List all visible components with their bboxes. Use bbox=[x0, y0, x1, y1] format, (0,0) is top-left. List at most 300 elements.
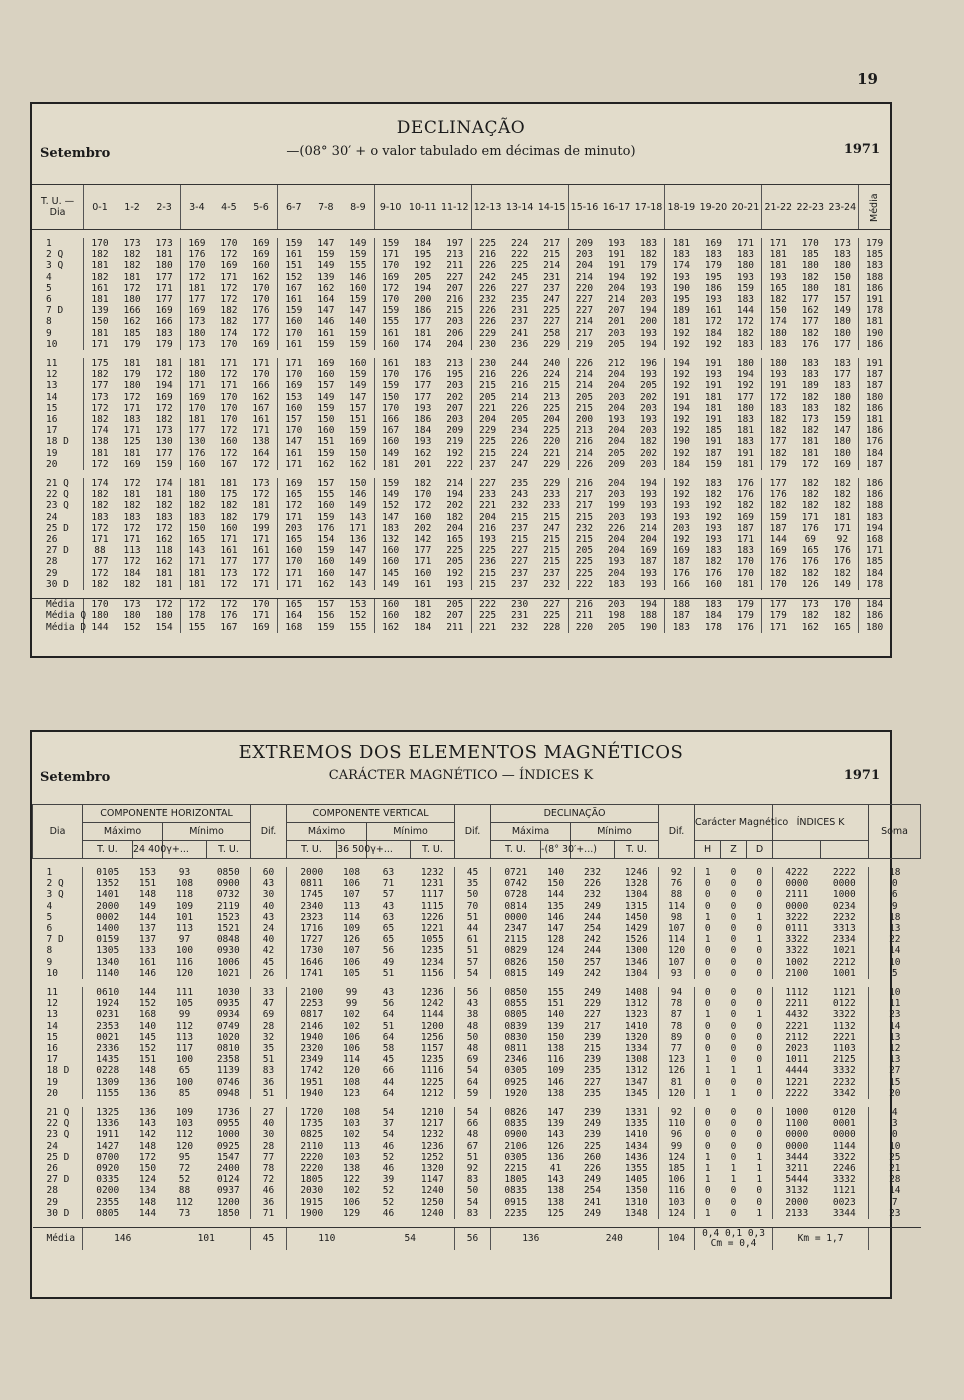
row-label: 7 D bbox=[46, 305, 64, 317]
header-dif-h: Dif. bbox=[251, 805, 287, 859]
table-cell: 182 bbox=[801, 500, 819, 512]
table-cell: 193 bbox=[704, 369, 722, 381]
mean-cell: 136 bbox=[491, 1228, 571, 1251]
table-cell: 174 bbox=[84, 478, 116, 489]
table-cell: 150 bbox=[84, 316, 116, 327]
table-cell: 170 bbox=[826, 599, 858, 611]
table-cell: 85 bbox=[178, 1087, 191, 1099]
table-cell: 170 bbox=[181, 260, 213, 271]
table-cell: 214 bbox=[543, 260, 561, 272]
table-cell: 0920 bbox=[83, 1163, 133, 1174]
table-cell: 160 bbox=[317, 500, 335, 512]
table-cell: 0 bbox=[695, 878, 721, 889]
header-hour-11-12: 11-12 bbox=[439, 185, 471, 230]
table-cell: 0231 bbox=[83, 1009, 133, 1020]
table-cell: 167 bbox=[220, 458, 238, 470]
table-cell: 177 bbox=[414, 316, 432, 328]
table-cell: 0 bbox=[695, 889, 721, 900]
table-cell: 54 bbox=[382, 1107, 395, 1119]
table-cell: 89 bbox=[659, 1032, 695, 1043]
table-cell: 106 bbox=[342, 1196, 361, 1208]
mean-cell: 110 bbox=[287, 1228, 367, 1251]
table-cell: 58 bbox=[382, 1043, 395, 1055]
table-cell: 172 bbox=[704, 316, 722, 328]
table-row bbox=[33, 878, 921, 889]
table-cell: 160 bbox=[317, 369, 335, 381]
table-cell: 204 bbox=[607, 567, 626, 579]
table-cell: 184 bbox=[859, 448, 890, 459]
table-cell: 183 bbox=[801, 358, 819, 370]
table-cell: 227 bbox=[536, 599, 568, 611]
table-cell: 1521 bbox=[216, 923, 240, 935]
row-label: 29 bbox=[46, 1196, 58, 1208]
table-cell: 193 bbox=[639, 327, 658, 339]
table-cell: 247 bbox=[543, 522, 561, 534]
table-cell: 159 bbox=[374, 478, 406, 489]
table-cell: 1716 bbox=[287, 923, 337, 934]
row-label: 23 Q bbox=[46, 1129, 70, 1141]
table-cell: 0 bbox=[730, 1031, 737, 1043]
table-cell: 140 bbox=[546, 1009, 565, 1021]
table-cell: 216 bbox=[568, 478, 600, 489]
table-cell: 72 bbox=[178, 1163, 191, 1175]
table-cell: 48 bbox=[455, 1129, 491, 1140]
table-cell: 1236 bbox=[420, 987, 444, 999]
table-cell: 0001 bbox=[832, 1118, 856, 1130]
header-hour-0-1: 0-1 bbox=[84, 185, 116, 230]
table-cell: 167 bbox=[252, 402, 270, 414]
table-cell: 204 bbox=[639, 534, 658, 546]
table-cell: 63 bbox=[382, 867, 395, 878]
table-cell: 1320 bbox=[624, 1031, 648, 1043]
row-label: 19 bbox=[46, 447, 58, 459]
table-cell: 56 bbox=[382, 945, 395, 957]
table-cell: 0700 bbox=[83, 1152, 133, 1163]
table-cell: 139 bbox=[84, 305, 116, 316]
table-cell: 193 bbox=[704, 522, 722, 534]
row-label: 4 bbox=[46, 900, 53, 912]
header-hour-6-7: 6-7 bbox=[277, 185, 309, 230]
table-cell: 226 bbox=[471, 260, 503, 271]
table-cell: 239 bbox=[583, 1031, 602, 1043]
table-cell: 183 bbox=[123, 511, 141, 523]
table-cell: 194 bbox=[446, 489, 464, 501]
table-cell: 28 bbox=[251, 1021, 287, 1032]
table-cell: 0 bbox=[756, 867, 763, 878]
table-cell: 182 bbox=[704, 556, 722, 568]
table-cell: 2235 bbox=[491, 1208, 541, 1219]
table-cell: 182 bbox=[84, 500, 116, 511]
table-cell: 0 bbox=[730, 911, 737, 923]
table-cell: 174 bbox=[220, 327, 238, 339]
table-cell: 182 bbox=[155, 414, 173, 426]
table-cell: 192 bbox=[665, 425, 697, 436]
table-cell: 176 bbox=[801, 556, 819, 568]
table-cell: 151 bbox=[546, 998, 565, 1010]
table-cell: 171 bbox=[84, 534, 116, 545]
table-cell: 106 bbox=[659, 1174, 695, 1185]
table-cell: 180 bbox=[736, 402, 755, 414]
table-cell: 164 bbox=[277, 610, 309, 621]
table-cell: 229 bbox=[471, 425, 503, 436]
table-cell: 182 bbox=[446, 511, 464, 523]
table-cell: 0124 bbox=[216, 1174, 240, 1186]
table-cell: 181 bbox=[181, 579, 213, 590]
table-cell: 109 bbox=[342, 923, 361, 935]
table-cell: 54 bbox=[455, 1065, 491, 1076]
table-cell: 32 bbox=[251, 1032, 287, 1043]
extremes-table bbox=[32, 804, 921, 1250]
table-cell: 169 bbox=[762, 545, 794, 556]
table-cell: 3444 bbox=[773, 1152, 821, 1163]
table-cell: 145 bbox=[374, 568, 406, 579]
table-row bbox=[32, 523, 890, 534]
table-row bbox=[33, 1054, 921, 1065]
table-cell: 27 bbox=[251, 1107, 287, 1118]
table-cell: 181 bbox=[801, 436, 819, 448]
table-cell: 193 bbox=[639, 567, 658, 579]
table-cell: 174 bbox=[665, 260, 697, 271]
header-hour-4-5: 4-5 bbox=[213, 185, 245, 230]
table-cell: 170 bbox=[374, 403, 406, 414]
table-cell: 0 bbox=[730, 1129, 737, 1141]
table-cell: 177 bbox=[736, 391, 755, 403]
table-cell: 181 bbox=[123, 489, 141, 501]
table-cell: 78 bbox=[659, 1021, 695, 1032]
row-label: 10 bbox=[46, 338, 58, 350]
table-cell: 183 bbox=[84, 512, 116, 523]
table-cell: 219 bbox=[446, 436, 464, 448]
table-cell: 229 bbox=[543, 478, 561, 490]
table-cell: 177 bbox=[833, 338, 851, 350]
table-cell: 43 bbox=[382, 987, 395, 999]
table-cell: 18 bbox=[869, 912, 921, 923]
table-cell: 172 bbox=[138, 1151, 157, 1163]
table-cell: 190 bbox=[665, 436, 697, 447]
table-cell: 10 bbox=[869, 1141, 921, 1152]
table-cell: 4444 bbox=[773, 1065, 821, 1076]
table-cell: 203 bbox=[600, 599, 632, 611]
table-cell: 171 bbox=[349, 522, 367, 534]
table-cell: 2000 bbox=[83, 901, 133, 912]
table-cell: 181 bbox=[859, 316, 890, 327]
table-cell: 181 bbox=[704, 402, 722, 414]
table-cell: 164 bbox=[317, 294, 335, 306]
table-cell: 0 bbox=[730, 1185, 737, 1197]
table-cell: 92 bbox=[836, 534, 849, 546]
header-hour-17-18: 17-18 bbox=[633, 185, 665, 230]
table-cell: 171 bbox=[414, 556, 432, 568]
table-cell: 181 bbox=[762, 260, 794, 271]
table-cell: 183 bbox=[639, 238, 658, 249]
table-cell: 0915 bbox=[491, 1197, 541, 1208]
table-cell: 149 bbox=[833, 578, 851, 590]
table-cell: 1006 bbox=[216, 956, 240, 968]
row-label: 25 D bbox=[46, 522, 69, 534]
table-cell: 159 bbox=[155, 458, 173, 470]
header-hour-13-14: 13-14 bbox=[503, 185, 535, 230]
table-cell: 171 bbox=[762, 622, 794, 633]
mean-row bbox=[32, 622, 890, 633]
table-cell: 150 bbox=[349, 478, 367, 490]
table-cell: 0948 bbox=[216, 1087, 240, 1099]
table-cell: 36 bbox=[251, 1197, 287, 1208]
row-label: Média D bbox=[46, 621, 87, 633]
table-cell: 1334 bbox=[624, 1043, 648, 1055]
table-cell: 185 bbox=[859, 556, 890, 567]
table-cell: 215 bbox=[568, 512, 600, 523]
table-cell: 186 bbox=[859, 403, 890, 414]
table-cell: 124 bbox=[546, 945, 565, 957]
table-cell: 172 bbox=[84, 523, 116, 534]
table-cell: 179 bbox=[639, 260, 658, 272]
table-cell: 215 bbox=[568, 403, 600, 414]
table-cell: 172 bbox=[220, 282, 238, 294]
table-cell: 87 bbox=[659, 1009, 695, 1020]
table-cell: 65 bbox=[382, 934, 395, 946]
table-cell: 171 bbox=[181, 556, 213, 567]
table-cell: 184 bbox=[704, 327, 722, 339]
table-cell: 179 bbox=[762, 459, 794, 470]
table-cell: 52 bbox=[382, 1196, 395, 1208]
table-cell: 1000 bbox=[216, 1129, 240, 1141]
table-cell: 161 bbox=[84, 283, 116, 294]
table-cell: 0855 bbox=[491, 998, 541, 1009]
mean-cell: 240 bbox=[571, 1228, 659, 1251]
table-cell: 169 bbox=[833, 458, 851, 470]
header-hour-22-23: 22-23 bbox=[794, 185, 826, 230]
row-label: 6 bbox=[46, 294, 52, 306]
table-row bbox=[32, 272, 890, 283]
table-cell: 243 bbox=[511, 489, 529, 501]
table-cell: 83 bbox=[455, 1208, 491, 1219]
table-cell: 1234 bbox=[420, 956, 444, 968]
extremes-subtitle: CARÁCTER MAGNÉTICO — ÍNDICES K bbox=[328, 768, 594, 783]
table-cell: 1 bbox=[730, 1163, 737, 1175]
table-cell: 1336 bbox=[83, 1118, 133, 1129]
table-cell: 1117 bbox=[420, 889, 444, 901]
table-cell: 169 bbox=[374, 272, 406, 283]
table-cell: 237 bbox=[511, 522, 529, 534]
table-cell: 99 bbox=[178, 1009, 191, 1021]
table-cell: 167 bbox=[277, 283, 309, 294]
table-cell: 181 bbox=[374, 459, 406, 470]
table-cell: 237 bbox=[511, 578, 529, 590]
table-cell: 1115 bbox=[420, 900, 444, 912]
table-cell: 176 bbox=[762, 489, 794, 500]
table-cell: 2222 bbox=[773, 1088, 821, 1099]
table-cell: 155 bbox=[349, 621, 367, 633]
table-cell: 161 bbox=[138, 956, 157, 968]
table-cell: 176 bbox=[736, 489, 755, 501]
table-cell: 112 bbox=[175, 1129, 194, 1141]
table-cell: 185 bbox=[659, 1163, 695, 1174]
table-cell: 0835 bbox=[491, 1118, 541, 1129]
table-cell: 177 bbox=[762, 436, 794, 447]
table-cell: 136 bbox=[138, 1076, 157, 1088]
table-cell: 0 bbox=[695, 1021, 721, 1032]
table-cell: 125 bbox=[546, 1207, 565, 1219]
table-cell: 180 bbox=[833, 316, 851, 328]
table-cell: 0826 bbox=[491, 1107, 541, 1118]
table-cell: 189 bbox=[801, 380, 819, 392]
table-cell: 182 bbox=[801, 391, 819, 403]
table-cell: 168 bbox=[138, 1009, 157, 1021]
declination-table-panel bbox=[30, 102, 892, 658]
table-cell: 169 bbox=[252, 249, 270, 261]
table-cell: 225 bbox=[511, 260, 529, 272]
table-cell: 73 bbox=[178, 1207, 191, 1219]
table-cell: 172 bbox=[155, 522, 173, 534]
table-cell: 20 bbox=[869, 1088, 921, 1099]
table-cell: 107 bbox=[342, 889, 361, 901]
table-cell: 43 bbox=[251, 912, 287, 923]
table-cell: 187 bbox=[736, 522, 755, 534]
table-cell: 147 bbox=[317, 305, 335, 317]
table-cell: 180 bbox=[762, 358, 794, 369]
table-cell: 239 bbox=[583, 1054, 602, 1066]
table-cell: 143 bbox=[349, 511, 367, 523]
table-cell: 182 bbox=[801, 425, 819, 437]
table-cell: 181 bbox=[665, 316, 697, 327]
table-cell: 13 bbox=[869, 923, 921, 934]
table-cell: 50 bbox=[455, 889, 491, 900]
header-h-maximo: Máximo bbox=[83, 823, 163, 841]
table-cell: 192 bbox=[665, 414, 697, 425]
table-cell: 213 bbox=[543, 391, 561, 403]
table-cell: 67 bbox=[455, 1141, 491, 1152]
table-cell: 193 bbox=[736, 271, 755, 283]
table-cell: 69 bbox=[251, 1009, 287, 1020]
table-cell: 170 bbox=[374, 260, 406, 271]
table-cell: 2232 bbox=[832, 911, 856, 923]
table-cell: 180 bbox=[123, 610, 141, 622]
table-cell: 146 bbox=[349, 489, 367, 501]
table-cell: 168 bbox=[277, 622, 309, 633]
table-cell: 1523 bbox=[216, 911, 240, 923]
table-cell: 2112 bbox=[773, 1032, 821, 1043]
table-cell: 181 bbox=[155, 358, 173, 370]
mean-cell: Média bbox=[33, 1228, 83, 1251]
table-row bbox=[33, 1185, 921, 1196]
table-cell: 2100 bbox=[287, 987, 337, 998]
table-cell: 1646 bbox=[287, 957, 337, 968]
table-cell: 254 bbox=[583, 923, 602, 935]
row-label: 28 bbox=[46, 556, 58, 568]
table-cell: 214 bbox=[568, 316, 600, 327]
table-cell: 186 bbox=[859, 610, 890, 621]
header-hour-3-4: 3-4 bbox=[181, 185, 213, 230]
header-magnetic-character: Carácter Magnético bbox=[695, 805, 773, 841]
table-cell: 1408 bbox=[624, 987, 648, 999]
table-cell: 204 bbox=[543, 414, 561, 426]
table-cell: 215 bbox=[543, 249, 561, 261]
table-cell: 143 bbox=[181, 545, 213, 556]
table-cell: 0234 bbox=[832, 900, 856, 912]
table-cell: 33 bbox=[251, 987, 287, 998]
table-cell: 170 bbox=[181, 403, 213, 414]
table-cell: 149 bbox=[546, 967, 565, 979]
table-cell: 45 bbox=[251, 957, 287, 968]
table-cell: 159 bbox=[349, 249, 367, 261]
row-label: 16 bbox=[46, 414, 58, 426]
table-cell: 185 bbox=[801, 249, 819, 261]
table-cell: 0120 bbox=[832, 1107, 856, 1119]
table-cell: 59 bbox=[455, 1088, 491, 1099]
table-cell: 2400 bbox=[216, 1163, 240, 1175]
table-cell: 182 bbox=[123, 578, 141, 590]
table-cell: 207 bbox=[607, 305, 626, 317]
table-cell: 162 bbox=[317, 578, 335, 590]
table-cell: 187 bbox=[704, 447, 722, 459]
header-tu-dia: T. U. — Dia bbox=[32, 185, 84, 230]
table-cell: 140 bbox=[138, 1020, 157, 1032]
table-cell: 107 bbox=[342, 945, 361, 957]
table-cell: 1323 bbox=[624, 1009, 648, 1021]
table-cell: 169 bbox=[155, 305, 173, 317]
declination-month: Setembro bbox=[40, 146, 111, 161]
table-cell: 179 bbox=[123, 369, 141, 381]
table-cell: 47 bbox=[251, 998, 287, 1009]
table-cell: 194 bbox=[633, 599, 665, 611]
table-cell: 166 bbox=[123, 305, 141, 317]
table-cell: 160 bbox=[220, 522, 238, 534]
table-cell: 180 bbox=[859, 392, 890, 403]
table-cell: 247 bbox=[511, 458, 529, 470]
table-cell: 0814 bbox=[491, 901, 541, 912]
table-cell: 249 bbox=[583, 1118, 602, 1130]
header-hour-15-16: 15-16 bbox=[568, 185, 600, 230]
table-cell: 1924 bbox=[83, 998, 133, 1009]
table-cell: 221 bbox=[543, 447, 561, 459]
table-cell: 120 bbox=[659, 945, 695, 956]
table-cell: 35 bbox=[455, 878, 491, 889]
table-cell: 204 bbox=[471, 512, 503, 523]
table-cell: 204 bbox=[446, 522, 464, 534]
table-cell: 225 bbox=[471, 610, 503, 621]
table-cell: 232 bbox=[583, 867, 602, 878]
table-cell: 172 bbox=[220, 249, 238, 261]
table-cell: 157 bbox=[277, 414, 309, 425]
table-cell: 187 bbox=[859, 369, 890, 380]
table-cell: 203 bbox=[446, 380, 464, 392]
table-cell: 2347 bbox=[491, 923, 541, 934]
table-cell: 147 bbox=[374, 512, 406, 523]
table-cell: 113 bbox=[342, 900, 361, 912]
table-cell: 0 bbox=[756, 1185, 763, 1197]
table-cell: 0 bbox=[695, 987, 721, 998]
table-cell: 6 bbox=[869, 889, 921, 900]
table-cell: 183 bbox=[704, 478, 722, 490]
table-cell: 202 bbox=[639, 447, 658, 459]
table-cell: 172 bbox=[155, 402, 173, 414]
table-cell: 152 bbox=[138, 1043, 157, 1055]
mean-row bbox=[32, 610, 890, 621]
table-cell: 0 bbox=[756, 1087, 763, 1099]
header-hour-Média: Média bbox=[859, 185, 890, 230]
extremes-month: Setembro bbox=[40, 770, 111, 785]
table-cell: 204 bbox=[568, 260, 600, 271]
table-cell: 231 bbox=[511, 610, 529, 622]
table-cell: 0 bbox=[756, 967, 763, 979]
table-cell: 1410 bbox=[624, 1020, 648, 1032]
table-cell: 2320 bbox=[287, 1043, 337, 1054]
table-cell: 241 bbox=[583, 1196, 602, 1208]
table-cell: 36 bbox=[251, 1077, 287, 1088]
table-cell: 194 bbox=[414, 282, 432, 294]
table-cell: 200 bbox=[639, 316, 658, 328]
table-cell: 242 bbox=[471, 272, 503, 283]
